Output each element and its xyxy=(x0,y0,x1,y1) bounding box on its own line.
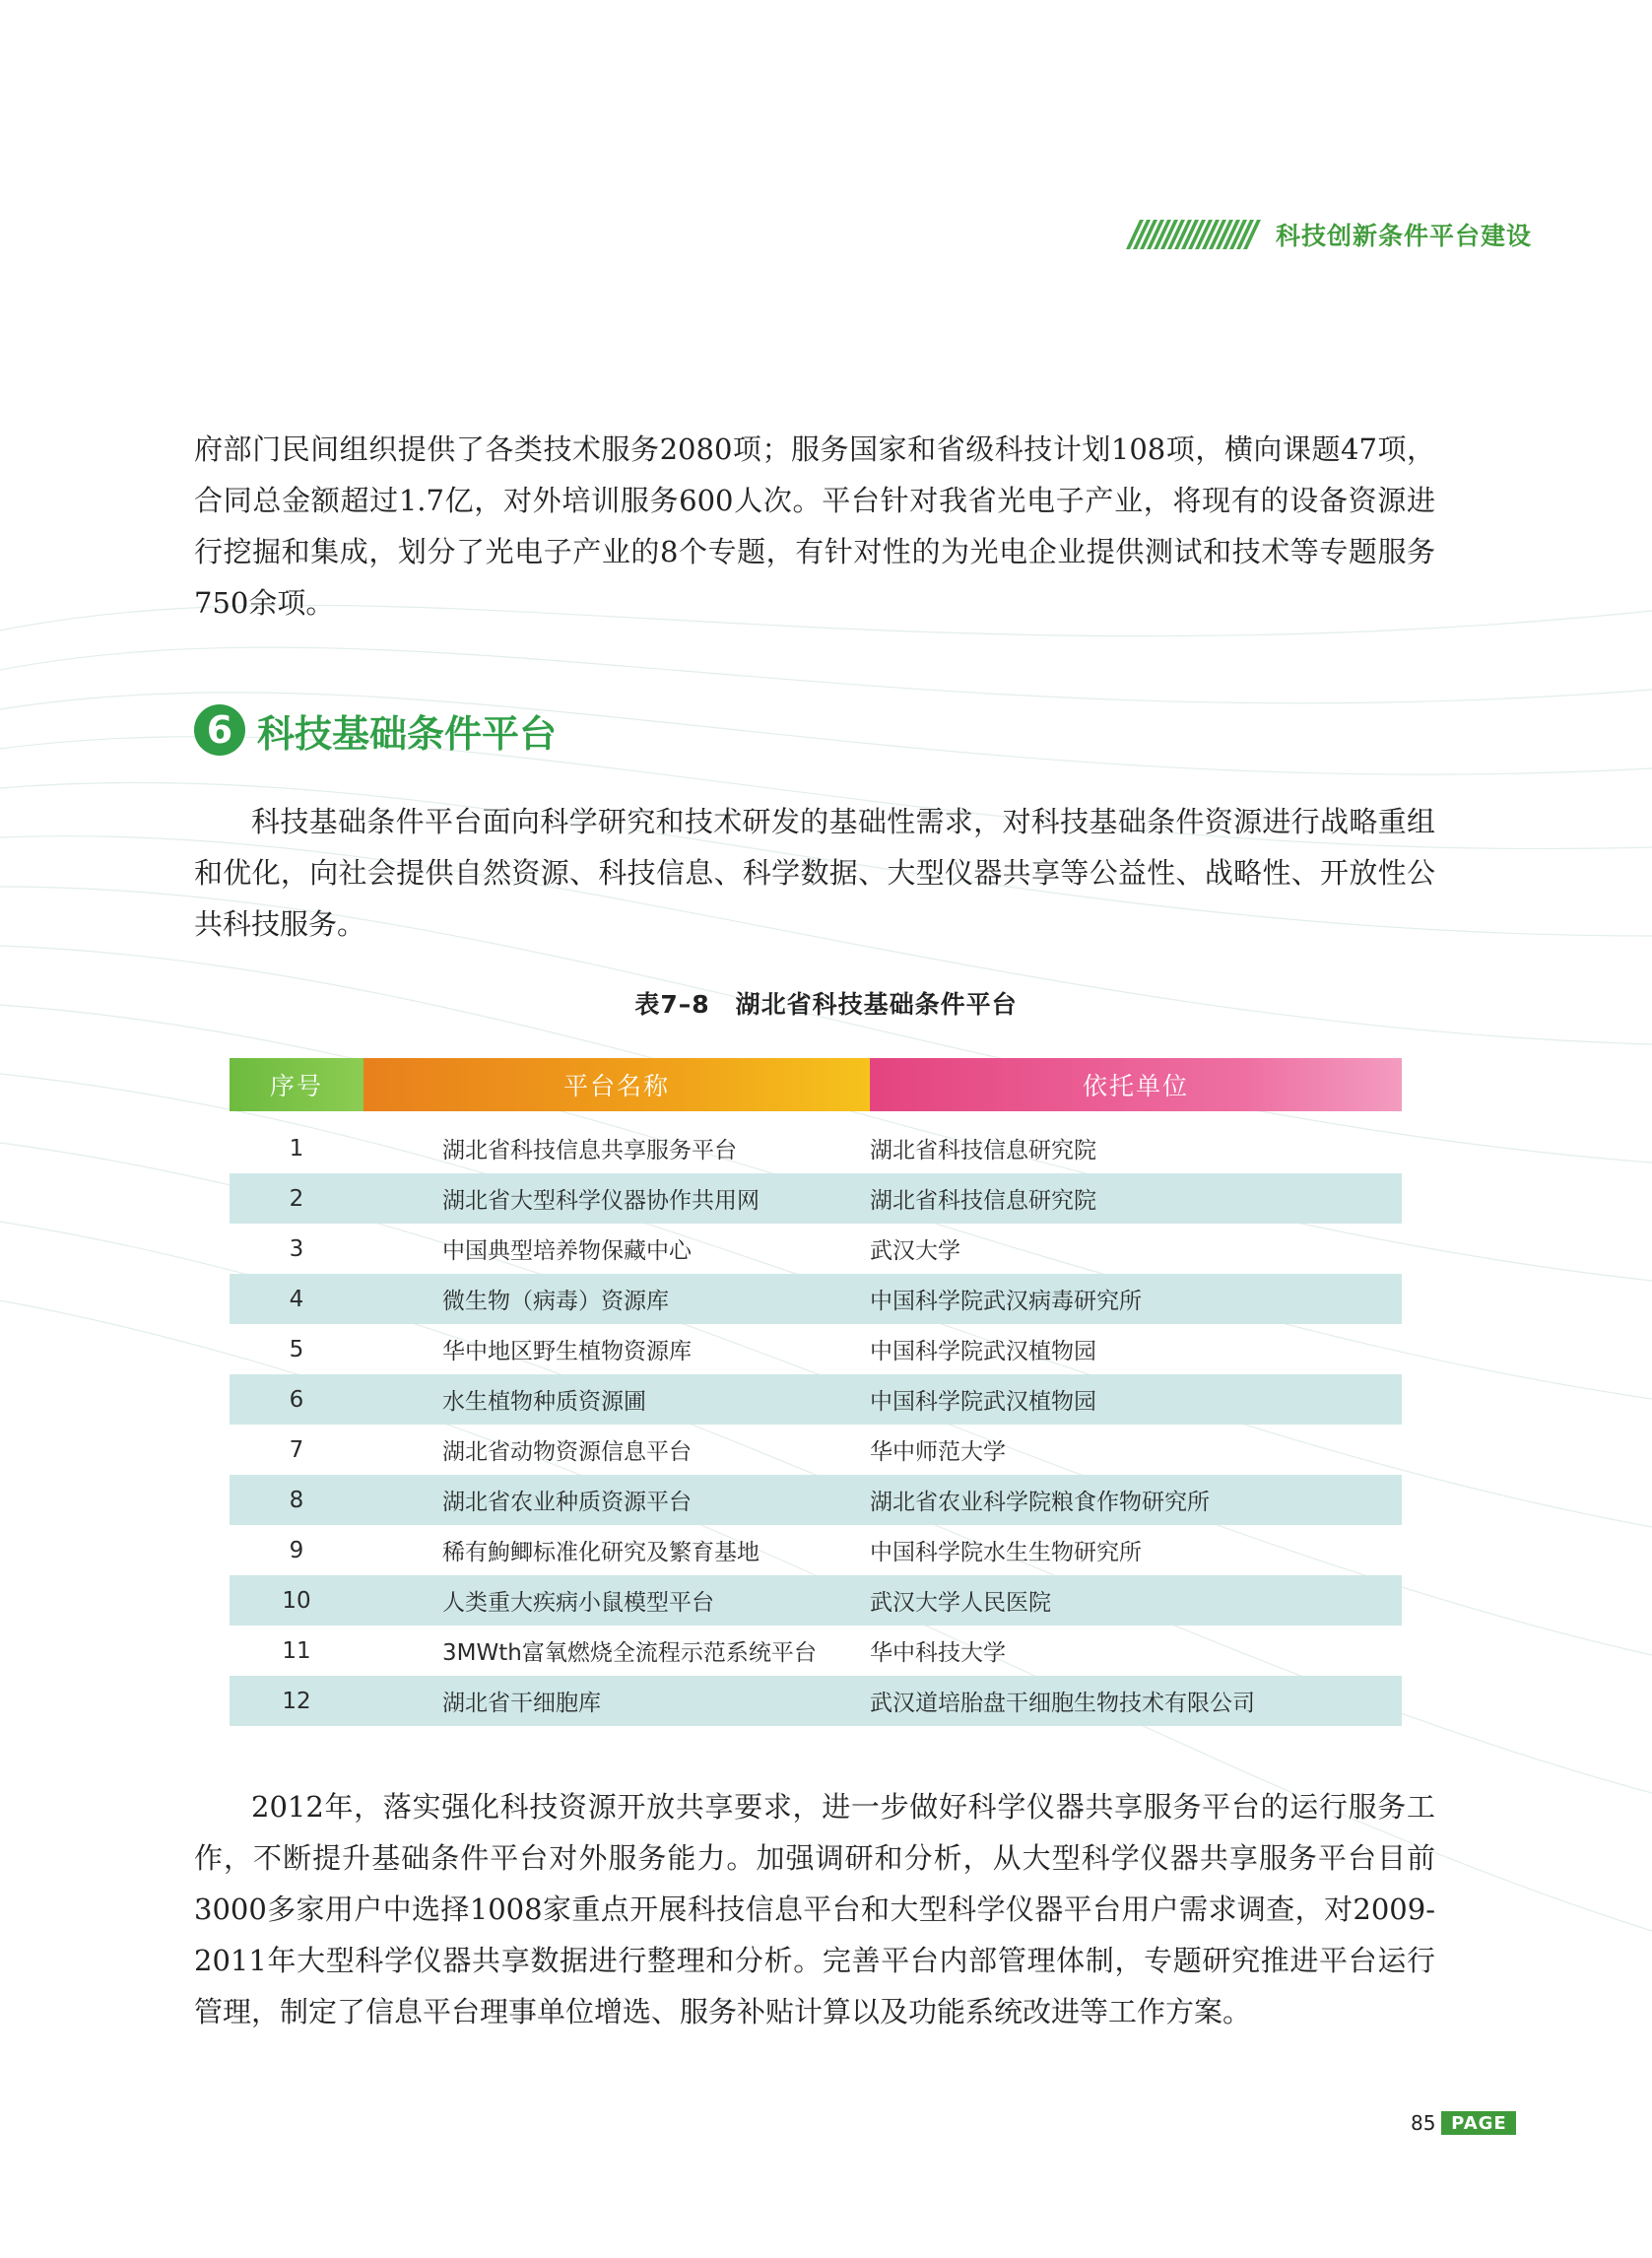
cell-unit: 湖北省农业科学院粮食作物研究所 xyxy=(870,1490,1210,1515)
cell-num: 1 xyxy=(289,1135,304,1162)
cell-num: 3 xyxy=(289,1235,304,1262)
cell-num: 5 xyxy=(289,1336,304,1362)
cell-unit: 中国科学院武汉病毒研究所 xyxy=(870,1289,1142,1314)
table-header-row xyxy=(230,1058,1402,1111)
cell-unit: 武汉道培胎盘干细胞生物技术有限公司 xyxy=(870,1691,1255,1716)
cell-num: 8 xyxy=(289,1487,304,1513)
cell-name: 湖北省科技信息共享服务平台 xyxy=(442,1138,737,1163)
cell-unit: 华中科技大学 xyxy=(870,1640,1006,1666)
table-row xyxy=(230,1575,1402,1626)
table-row xyxy=(230,1425,1402,1475)
page-label: PAGE xyxy=(1441,2111,1516,2135)
header-stripes-icon xyxy=(1133,220,1254,249)
cell-name: 湖北省农业种质资源平台 xyxy=(442,1490,692,1515)
section-paragraph: 科技基础条件平台面向科学研究和技术研发的基础性需求，对科技基础条件资源进行战略重组和优化，向社会提供自然资源、科技信息、科学数据、大型仪器共享等公益性、战略性、开放性公共科技服务。 xyxy=(194,805,1435,941)
table-row xyxy=(230,1475,1402,1525)
page-number: 85 xyxy=(1411,2111,1436,2135)
table-row xyxy=(230,1626,1402,1676)
table-row xyxy=(230,1123,1402,1173)
cell-unit: 华中师范大学 xyxy=(870,1439,1006,1465)
intro-paragraph: 府部门民间组织提供了各类技术服务2080项；服务国家和省级科技计划108项，横向课题47项，合同总金额超过1.7亿，对外培训服务600人次。平台针对我省光电子产业，将现有的设备资源进行挖掘和集成，划分了光电子产业的8个专题，有针对性的为光电企业提供测试和技术等专题服务750余项。 xyxy=(194,432,1435,620)
header-title: 科技创新条件平台建设 xyxy=(1276,222,1533,250)
platform-table xyxy=(230,1058,1402,1726)
page-footer xyxy=(1411,2110,1516,2136)
cell-name: 湖北省动物资源信息平台 xyxy=(442,1439,692,1465)
table-row xyxy=(230,1676,1402,1726)
cell-num: 6 xyxy=(289,1386,304,1413)
cell-unit: 中国科学院水生生物研究所 xyxy=(870,1540,1142,1565)
cell-unit: 湖北省科技信息研究院 xyxy=(870,1188,1096,1214)
header-num: 序号 xyxy=(230,1058,363,1111)
cell-num: 10 xyxy=(282,1587,311,1614)
cell-name: 稀有鮈鲫标准化研究及繁育基地 xyxy=(442,1540,760,1565)
cell-num: 9 xyxy=(289,1537,304,1563)
cell-name: 中国典型培养物保藏中心 xyxy=(442,1238,692,1264)
cell-num: 12 xyxy=(282,1688,311,1714)
section-number-badge: 6 xyxy=(194,704,245,756)
table-caption: 表7–8 湖北省科技基础条件平台 xyxy=(634,990,1018,1019)
cell-num: 2 xyxy=(289,1185,304,1212)
section-title: 科技基础条件平台 xyxy=(257,711,558,756)
running-header xyxy=(1133,215,1533,254)
closing-paragraph: 2012年，落实强化科技资源开放共享要求，进一步做好科学仪器共享服务平台的运行服务工作，不断提升基础条件平台对外服务能力。加强调研和分析，从大型科学仪器共享服务平台目前3000多家用户中选择1008家重点开展科技信息平台和大型科学仪器平台用户需求调查，对2009-2011年大型科学仪器共享数据进行整理和分析。完善平台内部管理体制，专题研究推进平台运行管理，制定了信息平台理事单位增选、服务补贴计算以及功能系统改进等工作方案。 xyxy=(194,1790,1435,2028)
cell-name: 人类重大疾病小鼠模型平台 xyxy=(442,1590,714,1616)
cell-name: 湖北省干细胞库 xyxy=(442,1691,601,1716)
cell-num: 7 xyxy=(289,1436,304,1463)
table-row xyxy=(230,1224,1402,1274)
header-unit: 依托单位 xyxy=(870,1058,1402,1111)
cell-unit: 湖北省科技信息研究院 xyxy=(870,1138,1096,1163)
table-row xyxy=(230,1173,1402,1224)
cell-name: 水生植物种质资源圃 xyxy=(442,1389,646,1415)
table-row xyxy=(230,1525,1402,1575)
cell-num: 11 xyxy=(282,1637,311,1664)
table-row xyxy=(230,1324,1402,1374)
table-body xyxy=(230,1123,1402,1726)
cell-unit: 武汉大学人民医院 xyxy=(870,1590,1051,1616)
cell-num: 4 xyxy=(289,1286,304,1312)
section-heading xyxy=(194,701,557,759)
cell-name: 湖北省大型科学仪器协作共用网 xyxy=(442,1188,760,1214)
cell-name: 华中地区野生植物资源库 xyxy=(442,1339,692,1364)
cell-unit: 中国科学院武汉植物园 xyxy=(870,1339,1096,1364)
cell-name: 3MWth富氧燃烧全流程示范系统平台 xyxy=(442,1640,817,1666)
table-row xyxy=(230,1374,1402,1425)
header-name: 平台名称 xyxy=(363,1058,870,1111)
cell-unit: 武汉大学 xyxy=(870,1238,960,1264)
table-row xyxy=(230,1274,1402,1324)
cell-name: 微生物（病毒）资源库 xyxy=(442,1289,669,1314)
cell-unit: 中国科学院武汉植物园 xyxy=(870,1389,1096,1415)
